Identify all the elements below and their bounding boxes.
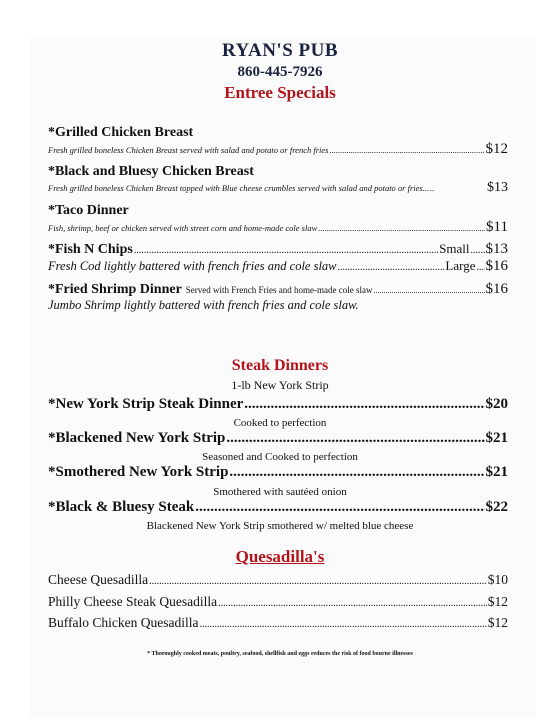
item-name: *Black and Bluesy Chicken Breast — [48, 164, 254, 179]
item-name: *Black & Bluesy Steak — [48, 499, 195, 515]
small-label: Small — [439, 241, 470, 256]
entree-specials-title: Entree Specials — [224, 83, 336, 102]
steak-note: Seasoned and Cooked to perfection — [202, 451, 358, 463]
item-price: $20 — [485, 396, 508, 412]
phone-number: 860-445-7926 — [237, 64, 323, 80]
fish-desc-line — [48, 258, 508, 275]
item-price: $22 — [485, 499, 508, 515]
item-name: *Fish N Chips — [48, 242, 133, 257]
quesadilla-item-philly — [48, 594, 508, 610]
small-price: $13 — [485, 241, 508, 257]
item-name: Buffalo Chicken Quesadilla — [48, 615, 199, 630]
item-name: *New York Strip Steak Dinner — [48, 396, 244, 412]
food-safety-disclaimer: * Thoroughly cooked meats, poultry, seafood, shellfish and eggs reduces the risk of food bourne illnesses — [147, 651, 413, 657]
steak-note: Cooked to perfection — [233, 417, 327, 429]
item-name: *Grilled Chicken Breast — [48, 125, 194, 140]
item-price: $10 — [487, 572, 508, 587]
entree-desc-line — [48, 180, 508, 196]
quesadillas-title: Quesadilla's — [235, 547, 325, 566]
entree-desc-line — [48, 219, 508, 236]
steak-note: Blackened New York Strip smothered w/ melted blue cheese — [146, 520, 414, 532]
item-price: $11 — [486, 219, 508, 235]
entree-item-black-bluesy-chicken — [48, 164, 508, 180]
item-name: Cheese Quesadilla — [48, 572, 149, 587]
item-name: *Blackened New York Strip — [48, 430, 226, 446]
item-desc: Fresh grilled boneless Chicken Breast served with salad and potato or french fries — [48, 145, 329, 155]
steak-item-black-bluesy — [48, 499, 508, 516]
entree-desc-line — [48, 141, 508, 158]
shrimp-desc: Jumbo Shrimp lightly battered with french fries and cole slaw. — [48, 298, 359, 312]
item-name: *Smothered New York Strip — [48, 464, 229, 480]
item-desc: Fresh grilled boneless Chicken Breast topped with Blue cheese crumbles served with salad and potato or fries... — [48, 183, 430, 193]
item-price: $12 — [487, 615, 508, 630]
steak-dinners-title: Steak Dinners — [231, 357, 329, 374]
steak-item-smothered — [48, 464, 508, 481]
steak-note: Smothered with sautéed onion — [213, 486, 347, 498]
restaurant-name: RYAN'S PUB — [221, 40, 339, 61]
item-name: *Fried Shrimp Dinner — [48, 282, 182, 297]
item-price: $13 — [487, 180, 508, 195]
entree-item-fish-n-chips — [48, 241, 508, 258]
item-name: Philly Cheese Steak Quesadilla — [48, 594, 218, 609]
entree-item-taco-dinner — [48, 203, 508, 219]
item-price: $16 — [485, 281, 508, 297]
item-price: $12 — [487, 594, 508, 609]
item-desc: Fish, shrimp, beef or chicken served with street corn and home-made cole slaw — [48, 223, 318, 233]
steak-item-ny-strip — [48, 396, 508, 413]
item-desc-inline: Served with French Fries and home-made cole slaw — [185, 285, 373, 295]
large-label: Large — [445, 258, 476, 273]
entree-item-fried-shrimp — [48, 281, 508, 298]
steak-subtitle: 1-lb New York Strip — [231, 378, 329, 392]
quesadilla-item-buffalo — [48, 615, 508, 631]
entree-item-grilled-chicken — [48, 125, 508, 141]
item-name: *Taco Dinner — [48, 203, 129, 218]
item-price: $12 — [485, 141, 508, 157]
steak-item-blackened — [48, 430, 508, 447]
item-price: $21 — [485, 464, 508, 480]
large-price: $16 — [485, 258, 508, 274]
item-desc: Fresh Cod lightly battered with french fries and cole slaw — [48, 259, 337, 273]
quesadilla-item-cheese — [48, 572, 508, 588]
item-price: $21 — [485, 430, 508, 446]
